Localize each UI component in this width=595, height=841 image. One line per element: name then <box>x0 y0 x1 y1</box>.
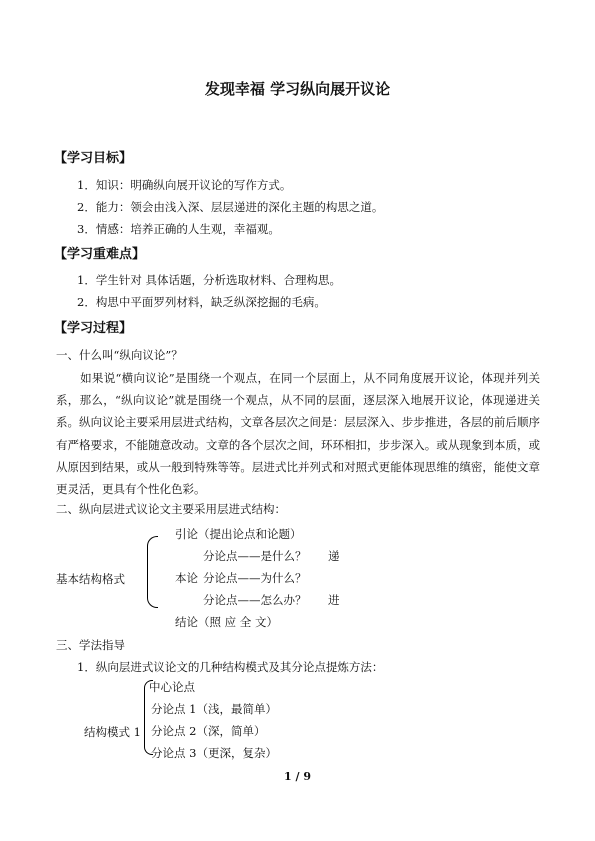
goal-item: 1．知识：明确纵向展开议论的写作方式。 <box>77 178 292 192</box>
diagram-point: 分论点——是什么？ <box>203 549 307 563</box>
diagram-side-char: 进 <box>328 593 340 607</box>
goal-item: 3．情感：培养正确的人生观，幸福观。 <box>77 222 280 236</box>
diagram-point: 分论点——为什么？ <box>203 571 307 585</box>
difficulty-item: 1．学生针对 具体话题，分析选取材料、合理构思。 <box>77 273 341 287</box>
difficulties-header: 【学习重难点】 <box>54 247 146 262</box>
document-title: 发现幸福 学习纵向展开议论 <box>204 80 391 98</box>
diagram-brace-bottom <box>147 579 158 608</box>
goal-item: 2．能力：领会由浅入深、层层递进的深化主题的构思之道。 <box>77 200 384 214</box>
model-label: 结构模式 1 <box>84 725 141 739</box>
model-item: 分论点 3（更深，复杂） <box>151 746 277 760</box>
model-item: 分论点 1（浅，最简单） <box>151 702 277 716</box>
model-item: 分论点 2（深，简单） <box>151 724 266 738</box>
section3-item: 1．纵向层进式议论文的几种结构模式及其分论点提炼方法： <box>77 660 384 674</box>
diagram-brace-top <box>147 536 158 573</box>
section1-paragraph: 如果说“横向议论”是围绕一个观点，在同一个层面上，从不同角度展开议论，体现并列关系，那么，“纵向议论”就是围绕一个观点，从不同的层面，逐层深入地展开议论，体现递进关系。纵向议论主要采用层进式结构，文章各层次之间是：层层深入、步步推进，各层的前后顺序有严格要求，不能随意改动。文章的各个层次之间，环环相扣，步步深入。或从现象到本质，或从原因到结果，或从一般到特殊等等。层进式比并列式和对照式更能体现思维的缜密，能使文章更灵活，更具有个性化色彩。 <box>56 371 540 497</box>
process-header: 【学习过程】 <box>54 321 133 336</box>
difficulty-item: 2．构思中平面罗列材料，缺乏纵深挖掘的毛病。 <box>77 295 326 309</box>
diagram-conclusion: 结论（照 应 全 文） <box>175 615 278 629</box>
diagram-intro: 引论（提出论点和论题） <box>175 527 302 541</box>
diagram-body-label: 本论 <box>175 571 198 585</box>
diagram-point: 分论点——怎么办？ <box>203 593 307 607</box>
diagram-brace-tip <box>137 571 148 579</box>
diagram-label: 基本结构格式 <box>56 572 125 586</box>
section2-heading: 二、纵向层进式议论文主要采用层进式结构： <box>56 502 286 516</box>
diagram-side-char: 递 <box>328 549 340 563</box>
goals-header: 【学习目标】 <box>54 151 133 166</box>
model-item: 中心论点 <box>149 680 195 694</box>
section1-heading: 一、什么叫“纵向议论”？ <box>56 348 183 362</box>
page-number: 1 / 9 <box>284 770 311 783</box>
section3-heading: 三、学法指导 <box>56 638 125 652</box>
